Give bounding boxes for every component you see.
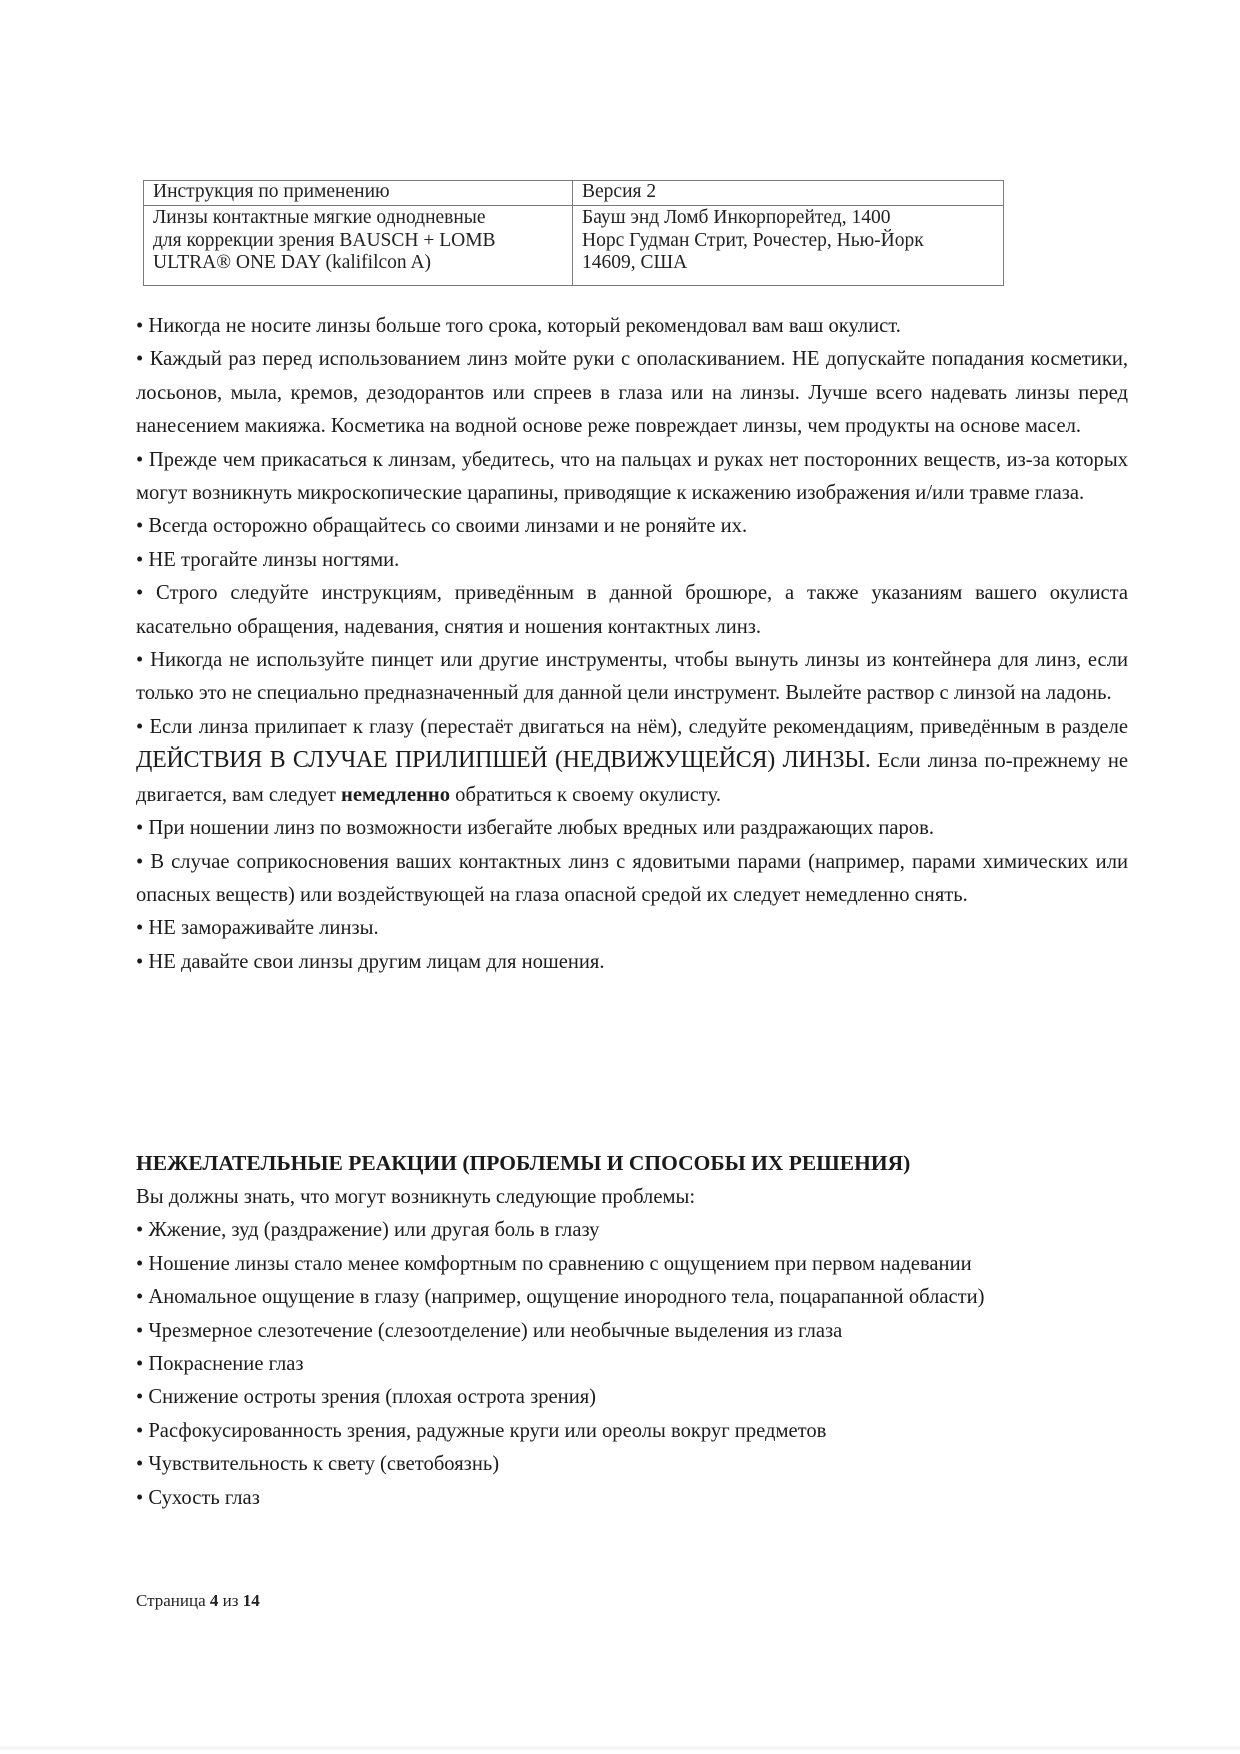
adverse-reactions-list	[136, 1181, 1128, 1515]
scan-edge-artifact	[0, 1745, 1240, 1751]
precaution-item: • Никогда не используйте пинцет или другие инструменты, чтобы вынуть линзы из контейнера для линз, если только это не специально предназначенный для данной цели инструмент. Вылейте раствор с линзой на ладонь.	[136, 649, 1128, 705]
reaction-item: • Сухость глаз	[136, 1486, 260, 1509]
section-heading: НЕЖЕЛАТЕЛЬНЫЕ РЕАКЦИИ (ПРОБЛЕМЫ И СПОСОБЫ ИХ РЕШЕНИЯ)	[136, 1151, 911, 1175]
page-current: 4	[209, 1591, 219, 1610]
precaution-item: • НЕ замораживайте линзы.	[136, 917, 379, 940]
precaution-item: • НЕ давайте свои линзы другим лицам для ношения.	[136, 950, 605, 973]
product-name-line: для коррекции зрения BAUSCH + LOMB	[153, 229, 496, 251]
reactions-intro: Вы должны знать, что могут возникнуть следующие проблемы:	[136, 1186, 696, 1208]
reaction-item: • Чрезмерное слезотечение (слезоотделение) или необычные выделения из глаза	[136, 1319, 843, 1342]
section-reference: ДЕЙСТВИЯ В СЛУЧАЕ ПРИЛИПШЕЙ (НЕДВИЖУЩЕЙСЯ) ЛИНЗЫ.	[136, 747, 871, 774]
precaution-item: • НЕ трогайте линзы ногтями.	[136, 548, 400, 571]
product-name-line: ULTRA® ONE DAY (kalifilcon A)	[153, 252, 432, 273]
document-type: Инструкция по применению	[153, 181, 390, 202]
precaution-item: • Прежде чем прикасаться к линзам, убедитесь, что на пальцах и руках нет посторонних веществ, из-за которых могут возникнуть микроскопические царапины, приводящие к искажению изображения и/или травме глаза.	[136, 448, 1128, 505]
precaution-item: • Каждый раз перед использованием линз мойте руки с ополаскиванием. НЕ допускайте попадания косметики, лосьонов, мыла, кремов, дезодорантов или спреев в глаза или на линзы. Лучше всего надевать линзы перед нанесением макияжа. Косметика на водной основе реже повреждает линзы, чем продукты на основе масел.	[136, 348, 1128, 438]
manufacturer-cell	[573, 206, 1004, 286]
precaution-item: • Всегда осторожно обращайтесь со своими линзами и не роняйте их.	[136, 515, 748, 538]
reaction-item: • Жжение, зуд (раздражение) или другая боль в глазу	[136, 1219, 600, 1242]
precautions-list	[136, 310, 1128, 979]
product-name-line: Линзы контактные мягкие однодневные	[153, 207, 486, 228]
manufacturer-line: Бауш энд Ломб Инкорпорейтед, 1400	[582, 207, 891, 228]
product-name-cell	[144, 206, 573, 286]
stuck-lens-text: обратиться к своему окулисту.	[450, 783, 722, 806]
manufacturer-line: 14609, США	[582, 252, 688, 273]
stuck-lens-item	[136, 711, 1128, 812]
stuck-lens-text: Если линза по-прежнему не двигается, вам следует	[136, 750, 1128, 806]
reaction-item: • Чувствительность к свету (светобоязнь)	[136, 1453, 500, 1476]
precaution-item: • Строго следуйте инструкциям, приведённым в данной брошюре, а также указаниям вашего окулиста касательно обращения, надевания, снятия и ношения контактных линз.	[136, 582, 1128, 638]
emphasis-immediately: немедленно	[340, 783, 451, 806]
reaction-item: • Ношение линзы стало менее комфортным по сравнению с ощущением при первом надевании	[136, 1252, 972, 1275]
document-type-cell	[144, 181, 573, 206]
header-table	[143, 180, 1004, 286]
page-total: 14	[242, 1591, 260, 1610]
reaction-item: • Снижение остроты зрения (плохая острота зрения)	[136, 1386, 597, 1409]
header-table-row	[144, 181, 1004, 206]
version-cell	[573, 181, 1004, 206]
version-label: Версия 2	[582, 181, 657, 202]
precaution-item: • В случае соприкосновения ваших контактных линз с ядовитыми парами (например, парами химических или опасных веществ) или воздействующей на глаза опасной средой их следует немедленно снять.	[136, 850, 1128, 906]
reaction-item: • Аномальное ощущение в глазу (например, ощущение инородного тела, поцарапанной области)	[136, 1286, 985, 1309]
page-number	[136, 1591, 260, 1611]
stuck-lens-text: • Если линза прилипает к глазу (перестаёт двигаться на нём), следуйте рекомендациям, приведённым в разделе	[136, 715, 1128, 738]
header-table-row	[144, 206, 1004, 286]
of-label: из	[222, 1591, 239, 1610]
manufacturer-line: Норс Гудман Стрит, Рочестер, Нью-Йорк	[582, 229, 924, 251]
page-label: Страница	[136, 1591, 206, 1610]
precaution-item: • Никогда не носите линзы больше того срока, который рекомендовал вам ваш окулист.	[136, 315, 901, 337]
reaction-item: • Покраснение глаз	[136, 1353, 304, 1376]
reaction-item: • Расфокусированность зрения, радужные круги или ореолы вокруг предметов	[136, 1419, 827, 1442]
precaution-item: • При ношении линз по возможности избегайте любых вредных или раздражающих паров.	[136, 817, 934, 840]
